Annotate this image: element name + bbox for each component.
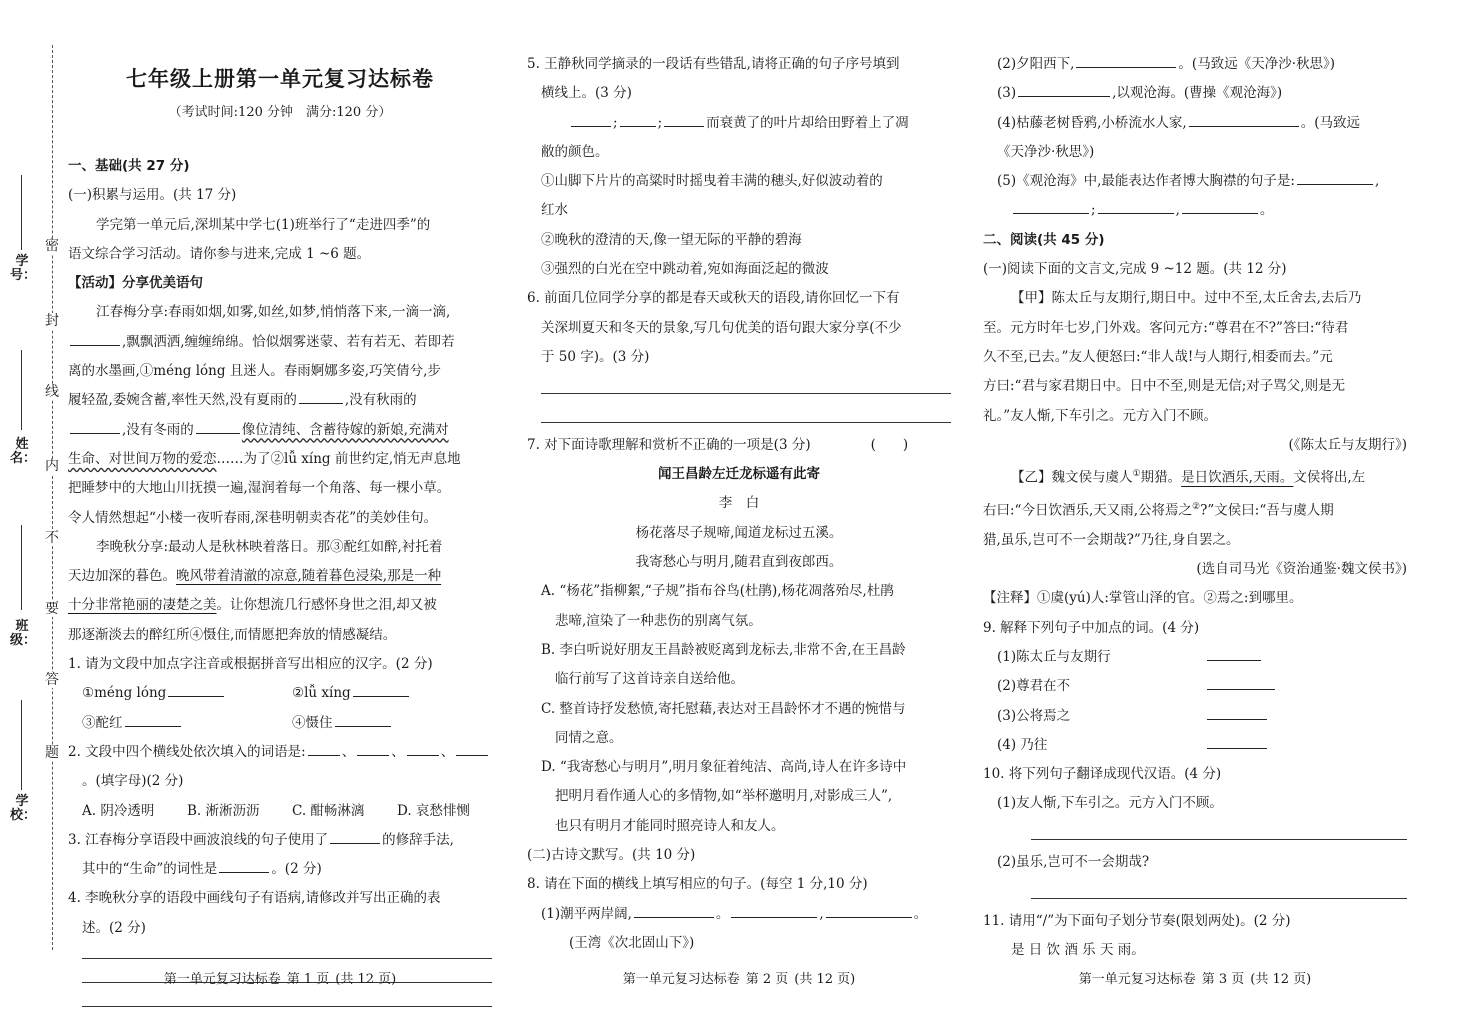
answer-blank[interactable]	[1297, 170, 1373, 185]
seal-word-2: 封	[45, 313, 59, 329]
sentence-1-cont: 红水	[541, 202, 568, 219]
q9-item: (4) 乃往	[983, 731, 1407, 760]
paragraph-line: 离的水墨画,①méng lóng 且迷人。春雨婀娜多姿,巧笑倩兮,步	[68, 363, 441, 380]
option-a: A. 阴冷透明	[82, 802, 155, 819]
paragraph-line: 李晚秋分享:最动人是秋林映着落日。那③酡红如醉,衬托着	[96, 538, 443, 555]
answer-blank[interactable]	[620, 112, 656, 127]
answer-blank[interactable]	[335, 712, 391, 727]
answer-line[interactable]	[68, 991, 492, 1015]
q8-item-2: (2)夕阳西下, 。(马致远《天净沙·秋思》)	[983, 50, 1407, 79]
q1-items-row: ①méng lóng ②lǚ xíng	[68, 679, 492, 708]
answer-blank[interactable]	[308, 741, 340, 756]
answer-blank[interactable]	[634, 903, 714, 918]
class-field: 班级：	[10, 619, 37, 648]
option-d-cont: 把明月看作通人心的多情物,如“举杯邀明月,对影成三人”,	[555, 788, 893, 805]
question-2: 2. 文段中四个横线处依次填入的词语是: 、 、 、	[68, 738, 492, 767]
answer-blank[interactable]	[456, 741, 488, 756]
option-d: D. 哀愁悱恻	[397, 802, 470, 819]
q1-items-row: ③酡红 ④慑住	[68, 709, 492, 738]
field-line-school	[21, 700, 22, 790]
question-3: 3. 江春梅分享语段中画波浪线的句子使用了 的修辞手法,	[68, 826, 492, 855]
question-5: 5. 王静秋同学摘录的一段话有些错乱,请将正确的句子序号填到	[527, 56, 900, 72]
answer-blank[interactable]	[664, 112, 704, 127]
answer-line[interactable]	[527, 402, 951, 431]
option-c: C. 整首诗抒发愁愤,寄托慰藉,表达对王昌龄怀才不遇的惋惜与	[541, 700, 906, 717]
answer-line[interactable]	[1017, 819, 1407, 848]
paragraph-line: 令人情然想起“小楼一夜听春雨,深巷明朝卖杏花”的美妙佳句。	[68, 509, 438, 526]
q5-blanks-line: ; ; 而衰黄了的叶片却给田野着上了凋	[527, 109, 951, 138]
poem-title: 闻王昌龄左迁龙标遥有此寄	[658, 466, 820, 483]
annotation-note: 【注释】①虞(yú)人:掌管山泽的官。②焉之:到哪里。	[983, 590, 1303, 607]
option-d: D. “我寄愁心与明月”,明月象征着纯洁、高尚,诗人在许多诗中	[541, 759, 907, 776]
option-c-cont: 同情之意。	[555, 729, 623, 746]
q9-item: (3)公将焉之	[983, 702, 1407, 731]
paragraph-line: ,飘飘洒洒,缠缠绵绵。恰似烟雾迷蒙、若有若无、若即若	[68, 328, 492, 357]
question-5-cont: 横线上。(3 分)	[541, 85, 632, 102]
answer-blank[interactable]	[1018, 82, 1110, 97]
seal-word-4: 内	[45, 458, 59, 474]
answer-blank[interactable]	[731, 903, 817, 918]
answer-blank[interactable]	[1189, 112, 1299, 127]
paragraph-line: 江春梅分享:春雨如烟,如雾,如丝,如梦,悄悄落下来,一滴一滴,	[96, 304, 451, 321]
field-line-class	[21, 525, 22, 610]
section-heading: 一、基础(共 27 分)	[68, 158, 190, 174]
q2-options	[68, 797, 492, 826]
paragraph-line: 生命、对世间万物的爱恋……为了②lǚ xíng 前世约定,悄无声息地	[68, 450, 461, 467]
question-9: 9. 解释下列句子中加点的词。(4 分)	[983, 619, 1200, 636]
seal-word-3: 线	[45, 384, 59, 400]
answer-blank[interactable]	[70, 331, 120, 346]
page-1-content	[68, 152, 492, 1015]
answer-blank[interactable]	[357, 741, 389, 756]
q10-item: (2)虽乐,岂可不一会期哉?	[997, 854, 1150, 871]
answer-blank[interactable]	[1207, 646, 1261, 661]
poem-author: 李 白	[718, 495, 760, 512]
answer-blank[interactable]	[571, 112, 611, 127]
option-d-cont: 也只有明月才能同时照亮诗人和友人。	[555, 817, 785, 834]
question-7: 7. 对下面诗歌理解和赏析不正确的一项是(3 分) ( )	[527, 431, 951, 460]
exam-subtitle: （考试时间:120 分钟 满分:120 分）	[168, 105, 392, 120]
answer-blank[interactable]	[1207, 734, 1267, 749]
activity-heading: 【活动】分享优美语句	[68, 275, 203, 292]
answer-blank[interactable]	[219, 858, 269, 873]
page-footer: 第一单元复习达标卷 第 2 页 (共 12 页)	[622, 972, 856, 987]
paragraph-line: 敝的颜色。	[541, 143, 609, 160]
sentence-3: ③强烈的白光在空中跳动着,宛如海面泛起的微波	[541, 261, 829, 278]
page-2-content	[527, 50, 951, 958]
underlined-sentence: 是日饮酒乐,天雨。	[1181, 469, 1294, 486]
page-footer: 第一单元复习达标卷 第 3 页 (共 12 页)	[1078, 972, 1312, 987]
passage-line: 方曰:“君与家君期日中。日中不至,则是无信;对子骂父,则是无	[983, 378, 1346, 395]
q8-item-5: (5)《观沧海》中,最能表达作者博大胸襟的句子是: ,	[983, 167, 1407, 196]
exam-title: 七年级上册第一单元复习达标卷	[126, 66, 434, 91]
option-b-cont: 临行前写了这首诗亲自送给他。	[555, 671, 744, 688]
page-3	[983, 0, 1407, 999]
q10-item: (1)友人惭,下车引之。元方入门不顾。	[997, 795, 1223, 812]
answer-line[interactable]	[68, 943, 492, 967]
q9-item: (2)尊君在不	[983, 672, 1407, 701]
seal-word-6: 要	[45, 601, 59, 617]
field-line-name	[21, 350, 22, 430]
question-8: 8. 请在下面的横线上填写相应的句子。(每空 1 分,10 分)	[527, 876, 868, 893]
passage-line: 【乙】魏文侯与虞人①期猎。是日饮酒乐,天雨。文侯将出,左	[1011, 469, 1366, 486]
answer-blank[interactable]	[407, 741, 439, 756]
page-footer: 第一单元复习达标卷 第 1 页 (共 12 页)	[163, 972, 397, 987]
question-4: 4. 李晚秋分享的语段中画线句子有语病,请修改并写出正确的表	[68, 890, 441, 907]
q8-item-4-cont: 《天净沙·秋思》)	[997, 143, 1095, 160]
answer-blank[interactable]	[1013, 199, 1089, 214]
binding-margin	[0, 0, 62, 999]
q9-item: (1)陈太丘与友期行	[983, 643, 1407, 672]
sentence-2: ②晚秋的澄清的天,像一望无际的平静的碧海	[541, 231, 802, 248]
question-6-cont: 于 50 字)。(3 分)	[541, 348, 650, 365]
passage-line: 久不至,已去。”友人便怒曰:“非人哉!与人期行,相委而去。”元	[983, 348, 1333, 365]
passage-line: 右曰:“今日饮酒乐,天又雨,公将焉之②?”文侯曰:“吾与虞人期	[983, 501, 1334, 519]
answer-blank[interactable]	[70, 419, 120, 434]
paragraph-line: 履轻盈,委婉含蓄,率性天然,没有夏雨的 ,没有秋雨的	[68, 386, 492, 415]
answer-blank[interactable]	[1076, 53, 1176, 68]
page-3-content	[983, 50, 1407, 965]
field-line-id	[21, 175, 22, 250]
underlined-sentence: 十分非常艳丽的凄楚之美	[68, 597, 217, 614]
option-b: B. 淅淅沥沥	[187, 802, 260, 819]
answer-blank[interactable]	[125, 712, 181, 727]
passage-source: (选自司马光《资治通鉴·魏文侯书》)	[1196, 561, 1407, 578]
paragraph-line: 语文综合学习活动。请你参与进来,完成 1 ~6 题。	[68, 245, 371, 262]
question-4-cont: 述。(2 分)	[82, 919, 146, 936]
option-b: B. 李白听说好朋友王昌龄被贬离到龙标去,非常不舍,在王昌龄	[541, 641, 906, 658]
question-3-cont: 其中的“生命”的词性是 。(2 分)	[68, 855, 492, 884]
wavy-underlined-sentence: 生命、对世间万物的爱恋	[68, 450, 217, 467]
answer-line[interactable]	[1017, 877, 1407, 906]
question-1: 1. 请为文段中加点字注音或根据拼音写出相应的汉字。(2 分)	[68, 656, 433, 673]
q11-sentence: 是 日 饮 酒 乐 天 雨。	[1011, 941, 1145, 958]
answer-blank[interactable]	[1207, 675, 1275, 690]
q8-item-1: (1)潮平两岸阔, 。 , 。	[527, 900, 951, 929]
answer-blank[interactable]	[1207, 705, 1267, 720]
paragraph-line: 把睡梦中的大地山川抚摸一遍,湿润着每一个角落、每一棵小草。	[68, 480, 451, 497]
question-2-cont: 。(填字母)(2 分)	[82, 773, 184, 790]
question-10: 10. 将下列句子翻译成现代汉语。(4 分)	[983, 766, 1222, 783]
passage-line: 至。元方时年七岁,门外戏。客问元方:“尊君在不?”答曰:“待君	[983, 319, 1349, 336]
question-6: 6. 前面几位同学分享的都是春天或秋天的语段,请你回忆一下有	[527, 290, 900, 307]
passage-source: (《陈太丘与友期行》)	[1288, 436, 1407, 453]
answer-blank[interactable]	[168, 682, 224, 697]
seal-word-5: 不	[45, 530, 59, 546]
subsection-heading: (一)积累与运用。(共 17 分)	[68, 187, 237, 204]
paragraph-line: ,没有冬雨的 像位清纯、含蓄待嫁的新娘,充满对	[68, 416, 492, 445]
q8-source: (王湾《次北固山下》)	[569, 934, 695, 951]
option-a-cont: 悲啼,渲染了一种悲伤的别离气氛。	[555, 612, 762, 629]
answer-blank[interactable]	[330, 829, 380, 844]
paragraph-line: 天边加深的暮色。晚风带着清澈的凉意,随着暮色浸染,那是一种	[68, 568, 442, 585]
answer-blank[interactable]	[299, 389, 343, 404]
poem-line: 我寄愁心与明月,随君直到夜郎西。	[635, 554, 843, 571]
subsection-heading: (一)阅读下面的文言文,完成 9 ~12 题。(共 12 分)	[983, 261, 1287, 278]
passage-line: 猎,虽乐,岂可不一会期哉?”乃往,身自罢之。	[983, 531, 1240, 548]
seal-word-8: 题	[45, 745, 59, 761]
answer-paren[interactable]: ( )	[870, 436, 909, 453]
paragraph-line: 十分非常艳丽的凄楚之美。让你想流几行感怀身世之泪,却又被	[68, 597, 437, 614]
student-id-field: 学号：	[10, 254, 37, 283]
answer-line[interactable]	[527, 372, 951, 401]
underlined-sentence: 晚风带着清澈的凉意,随着暮色浸染,那是一种	[176, 568, 442, 585]
section-heading: 二、阅读(共 45 分)	[983, 231, 1105, 248]
page-1	[68, 0, 492, 999]
option-a: A. “杨花”指柳絮,“子规”指布谷鸟(杜鹃),杨花凋落殆尽,杜鹃	[541, 583, 894, 600]
subsection-heading: (二)古诗文默写。(共 10 分)	[527, 847, 696, 864]
seal-word-1: 密	[45, 238, 59, 254]
answer-blank[interactable]	[196, 419, 240, 434]
seal-word-7: 答	[45, 672, 59, 688]
answer-blank[interactable]	[1182, 199, 1258, 214]
q8-item-5-cont: ; , 。	[983, 196, 1407, 225]
wavy-underlined-sentence: 像位清纯、含蓄待嫁的新娘,充满对	[241, 421, 449, 438]
sentence-1: ①山脚下片片的高粱时时摇曳着丰满的穗头,好似波动着的	[541, 173, 883, 190]
page-2	[527, 0, 951, 999]
answer-blank[interactable]	[1098, 199, 1174, 214]
passage-line: 【甲】陈太丘与友期行,期日中。过中不至,太丘舍去,去后乃	[1011, 290, 1362, 307]
q8-item-4: (4)枯藤老树昏鸦,小桥流水人家, 。(马致远	[983, 109, 1407, 138]
paragraph-line: 那逐渐淡去的醉红所④慑住,而情愿把奔放的情感凝结。	[68, 626, 397, 643]
poem-line: 杨花落尽子规啼,闻道龙标过五溪。	[635, 524, 843, 541]
question-6-cont: 关深圳夏天和冬天的景象,写几句优美的语句跟大家分享(不少	[541, 319, 902, 336]
paragraph-line: 学完第一单元后,深圳某中学七(1)班举行了“走进四季”的	[96, 216, 431, 233]
name-field: 姓名：	[10, 437, 37, 466]
answer-blank[interactable]	[826, 903, 912, 918]
option-c: C. 酣畅淋漓	[292, 802, 365, 819]
school-field: 学校：	[10, 794, 37, 823]
q8-item-3: (3) ,以观沧海。(曹操《观沧海》)	[983, 79, 1407, 108]
seal-dashed-line	[52, 45, 53, 950]
passage-line: 礼。”友人惭,下车引之。元方入门不顾。	[983, 407, 1217, 424]
question-11: 11. 请用“/”为下面句子划分节奏(限划两处)。(2 分)	[983, 912, 1291, 929]
answer-blank[interactable]	[353, 682, 409, 697]
